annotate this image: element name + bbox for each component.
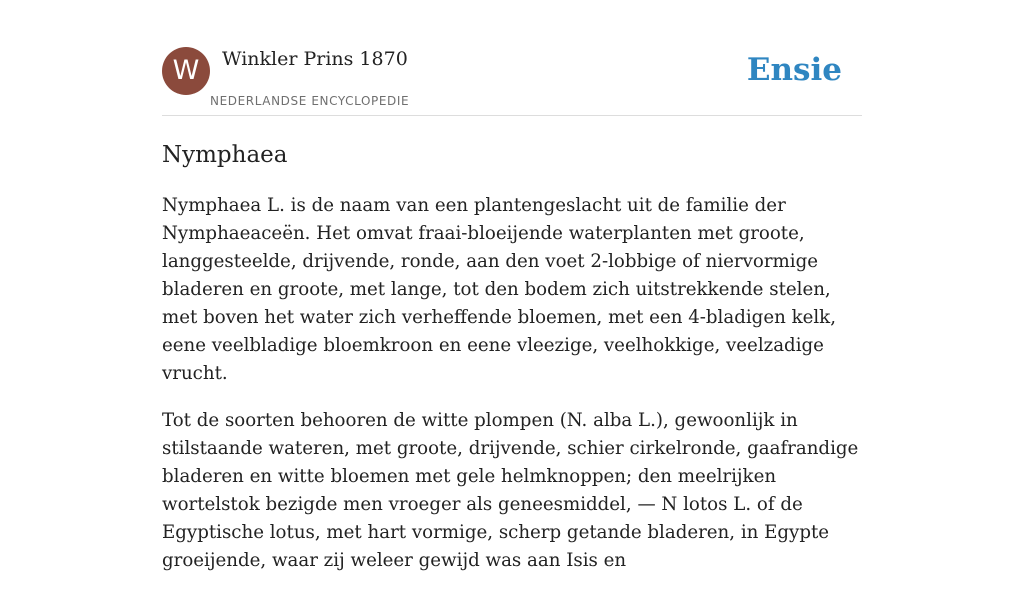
article-body	[162, 192, 862, 594]
article-paragraph: Tot de soorten behooren de witte plompen (N. alba L.), gewoonlijk in stilstaande wateren, met groote, drijvende, schier cirkelronde, gaafrandige bladeren en witte bloemen met gele helmknoppen; den meelrijken wortelstok bezigde men vroeger als geneesmiddel, — N lotos L. of de Egyptische lotus, met hart vormige, scherp getande bladeren, in Egypte groeijende, waar zij weleer gewijd was aan Isis en	[162, 410, 859, 571]
brand-logo[interactable]: Ensie	[746, 52, 842, 88]
article-title: Nymphaea	[162, 142, 288, 168]
source-subtitle: NEDERLANDSE ENCYCLOPEDIE	[210, 94, 410, 108]
source-avatar[interactable]: W	[162, 47, 210, 95]
source-title[interactable]: Winkler Prins 1870	[222, 48, 408, 70]
site-header	[162, 44, 862, 116]
article-paragraph: Nymphaea L. is de naam van een plantengeslacht uit de familie der Nymphaeaceën. Het omvat fraai-bloeijende waterplanten met groote, langgesteelde, drijvende, ronde, aan den voet 2-lobbige of niervormige bladeren en groote, met lange, tot den bodem zich uitstrekkende stelen, met boven het water zich verheffende bloemen, met een 4-bladigen kelk, eene veelbladige bloemkroon en eene vleezige, veelhokkige, veelzadige vrucht.	[162, 195, 836, 384]
header-divider	[162, 115, 862, 116]
